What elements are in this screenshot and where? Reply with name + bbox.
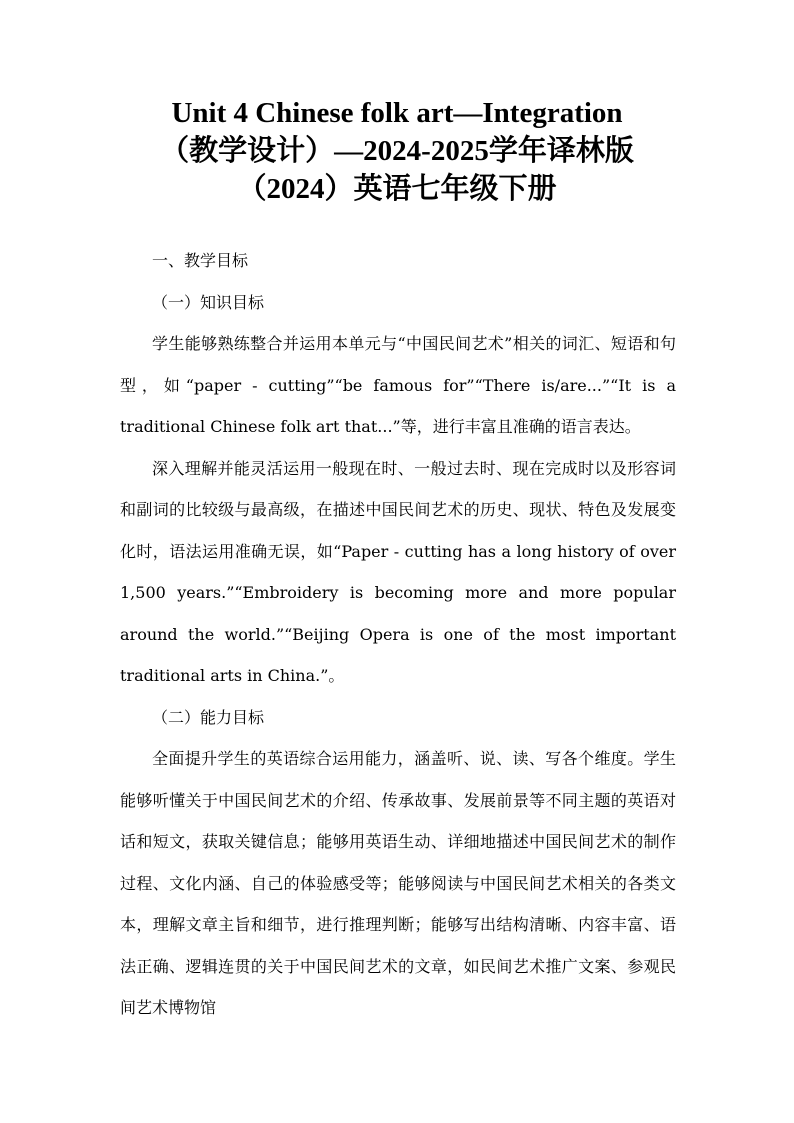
paragraph-vocabulary-goals: 学生能够熟练整合并运用本单元与“中国民间艺术”相关的词汇、短语和句型，如“paper - cutting”“be famous for”“There is/are...”“It is a traditional Chinese folk art that...”等，进行丰富且准确的语言表达。 [120, 334, 676, 436]
document-title [60, 94, 734, 208]
section-heading-teaching-goals: 一、教学目标 [152, 251, 249, 270]
title-line-1: Unit 4 Chinese folk art—Integration [171, 97, 623, 129]
document-body [120, 240, 676, 1029]
title-line-3: （2024）英语七年级下册 [237, 173, 557, 205]
subsection-heading-ability-goals: （二）能力目标 [152, 707, 265, 727]
subsection-heading-knowledge-goals: （一）知识目标 [152, 292, 265, 312]
paragraph-ability-goals: 全面提升学生的英语综合运用能力，涵盖听、说、读、写各个维度。学生能够听懂关于中国民间艺术的介绍、传承故事、发展前景等不同主题的英语对话和短文，获取关键信息；能够用英语生动、详细地描述中国民间艺术的制作过程、文化内涵、自己的体验感受等；能够阅读与中国民间艺术相关的各类文本，理解文章主旨和细节，进行推理判断；能够写出结构清晰、内容丰富、语法正确、逻辑连贯的关于中国民间艺术的文章，如民间艺术推广文案、参观民间艺术博物馆 [120, 749, 676, 1017]
paragraph-grammar-goals: 深入理解并能灵活运用一般现在时、一般过去时、现在完成时以及形容词和副词的比较级与最高级，在描述中国民间艺术的历史、现状、特色及发展变化时，语法运用准确无误，如“Paper - cutting has a long history of over 1,500 years.”“Embroidery is becoming more and more popular around the world.”“Beijing Opera is one of the most important traditional arts in China.”。 [120, 458, 676, 685]
title-line-2: （教学设计）—2024-2025学年译林版 [160, 135, 634, 167]
